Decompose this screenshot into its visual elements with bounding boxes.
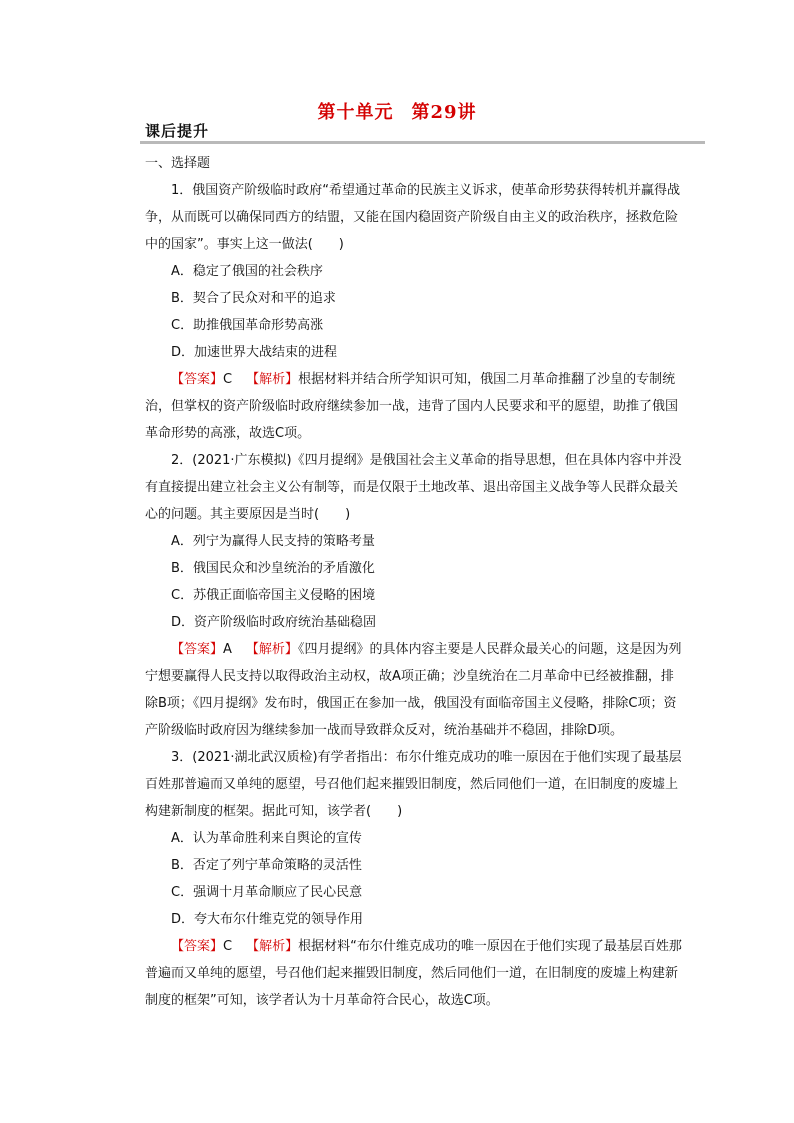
question-1-stem: 1．俄国资产阶级临时政府“希望通过革命的民族主义诉求，使革命形势获得转机并赢得战争，从而既可以确保同西方的结盟，又能在国内稳固资产阶级自由主义的政治秩序，拯救危险中的国家”。事实上这一做法( ) [145, 183, 681, 252]
section-heading: 一、选择题 [145, 156, 211, 171]
analysis-text: 《四月提纲》的具体内容主要是人民群众最关心的问题，这是因为列宁想要赢得人民支持以取得政治主动权，故A项正确；沙皇统治在二月革命中已经被推翻，排除B项；《四月提纲》发布时，俄国正在参加一战，俄国没有面临帝国主义侵略，排除C项；资产阶级临时政府因为继续参加一战而导致群众反对，统治基础并不稳固，排除D项。 [145, 642, 682, 738]
analysis-tag: 【解析】 [245, 642, 298, 657]
question-2-answer [145, 636, 685, 744]
analysis-tag: 【解析】 [246, 372, 299, 387]
question-1-option-d: D．加速世界大战结束的进程 [171, 345, 338, 360]
answer-value: C [223, 372, 233, 387]
question-1-option-b: B．契合了民众对和平的追求 [171, 291, 336, 306]
analysis-tag: 【解析】 [246, 939, 299, 954]
content-body [145, 150, 685, 1014]
question-3-option-d: D．夸大布尔什维克党的领导作用 [171, 912, 364, 927]
question-1-option-c: C．助推俄国革命形势高涨 [171, 318, 324, 333]
question-2-option-c: C．苏俄正面临帝国主义侵略的困境 [171, 588, 376, 603]
question-2-option-a: A．列宁为赢得人民支持的策略考量 [171, 534, 375, 549]
header-divider [140, 141, 705, 144]
question-2-option-d: D．资产阶级临时政府统治基础稳固 [171, 615, 377, 630]
answer-tag: 【答案】 [171, 642, 224, 657]
question-2-option-b: B．俄国民众和沙皇统治的矛盾激化 [171, 561, 375, 576]
lecture-title: 第29讲 [411, 102, 477, 123]
analysis-text: 根据材料“布尔什维克成功的唯一原因在于他们实现了最基层百姓那普遍而又单纯的愿望，号召他们起来摧毁旧制度，然后同他们一道，在旧制度的废墟上构建新制度的框架”可知，该学者认为十月革命符合民心，故选C项。 [145, 939, 682, 1008]
question-3-option-b: B．否定了列宁革命策略的灵活性 [171, 858, 362, 873]
answer-value: A [223, 642, 232, 657]
question-2-stem: 2．(2021·广东模拟)《四月提纲》是俄国社会主义革命的指导思想，但在具体内容中并没有直接提出建立社会主义公有制等，而是仅限于土地改革、退出帝国主义战争等人民群众最关心的问题。其主要原因是当时( ) [145, 453, 682, 522]
answer-tag: 【答案】 [171, 372, 224, 387]
section-subtitle: 课后提升 [145, 122, 210, 140]
unit-title: 第十单元 [317, 102, 394, 123]
analysis-text: 根据材料并结合所学知识可知，俄国二月革命推翻了沙皇的专制统治，但掌权的资产阶级临时政府继续参加一战，违背了国内人民要求和平的愿望，助推了俄国革命形势的高涨，故选C项。 [145, 372, 679, 441]
page-title [0, 98, 794, 124]
question-3-stem: 3．(2021·湖北武汉质检)有学者指出：布尔什维克成功的唯一原因在于他们实现了最基层百姓那普遍而又单纯的愿望，号召他们起来摧毁旧制度，然后同他们一道，在旧制度的废墟上构建新制度的框架。据此可知，该学者( ) [145, 750, 682, 819]
question-3-option-c: C．强调十月革命顺应了民心民意 [171, 885, 363, 900]
question-3-answer [145, 933, 685, 1014]
question-3-option-a: A．认为革命胜利来自舆论的宣传 [171, 831, 362, 846]
answer-value: C [223, 939, 233, 954]
question-1-option-a: A．稳定了俄国的社会秩序 [171, 264, 323, 279]
answer-tag: 【答案】 [171, 939, 224, 954]
question-1-answer [145, 366, 685, 447]
